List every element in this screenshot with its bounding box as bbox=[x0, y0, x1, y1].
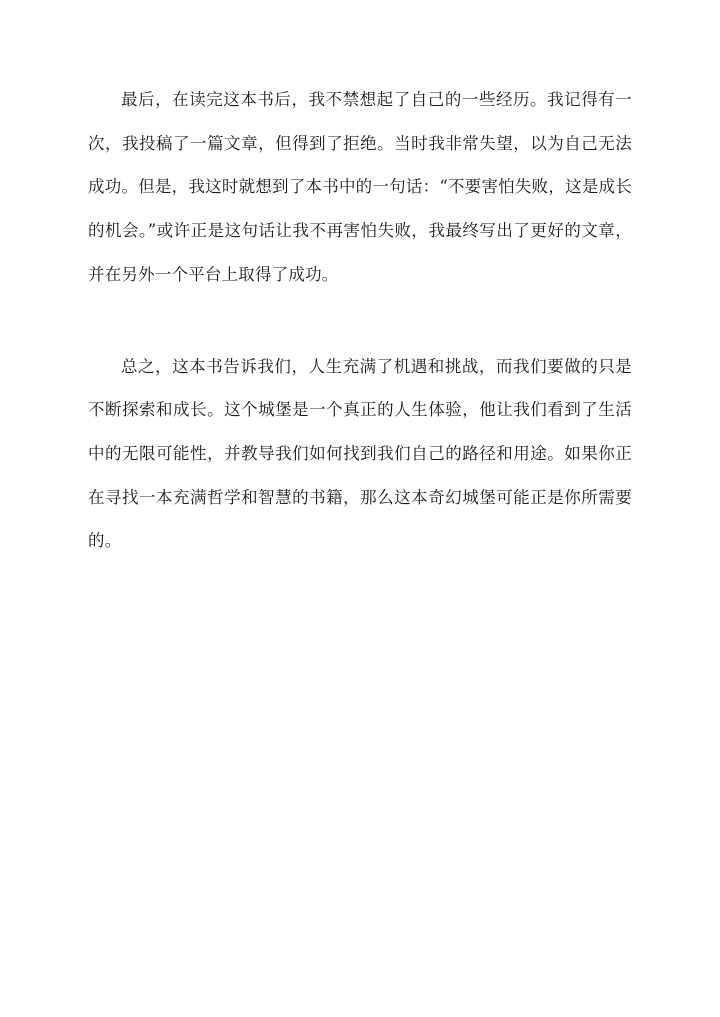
paragraph-personal-experience: 最后，在读完这本书后，我不禁想起了自己的一些经历。我记得有一次，我投稿了一篇文章，但得到了拒绝。当时我非常失望，以为自己无法成功。但是，我这时就想到了本书中的一句话：“不要害怕失败，这是成长的机会。”或许正是这句话让我不再害怕失败，我最终写出了更好的文章，并在另外一个平台上取得了成功。 bbox=[88, 90, 632, 284]
document-body bbox=[88, 78, 632, 563]
paragraph-conclusion: 总之，这本书告诉我们，人生充满了机遇和挑战，而我们要做的只是不断探索和成长。这个城堡是一个真正的人生体验，他让我们看到了生活中的无限可能性，并教导我们如何找到我们自己的路径和用途。如果你正在寻找一本充满哲学和智慧的书籍，那么这本奇幻城堡可能正是你所需要的。 bbox=[88, 356, 632, 551]
